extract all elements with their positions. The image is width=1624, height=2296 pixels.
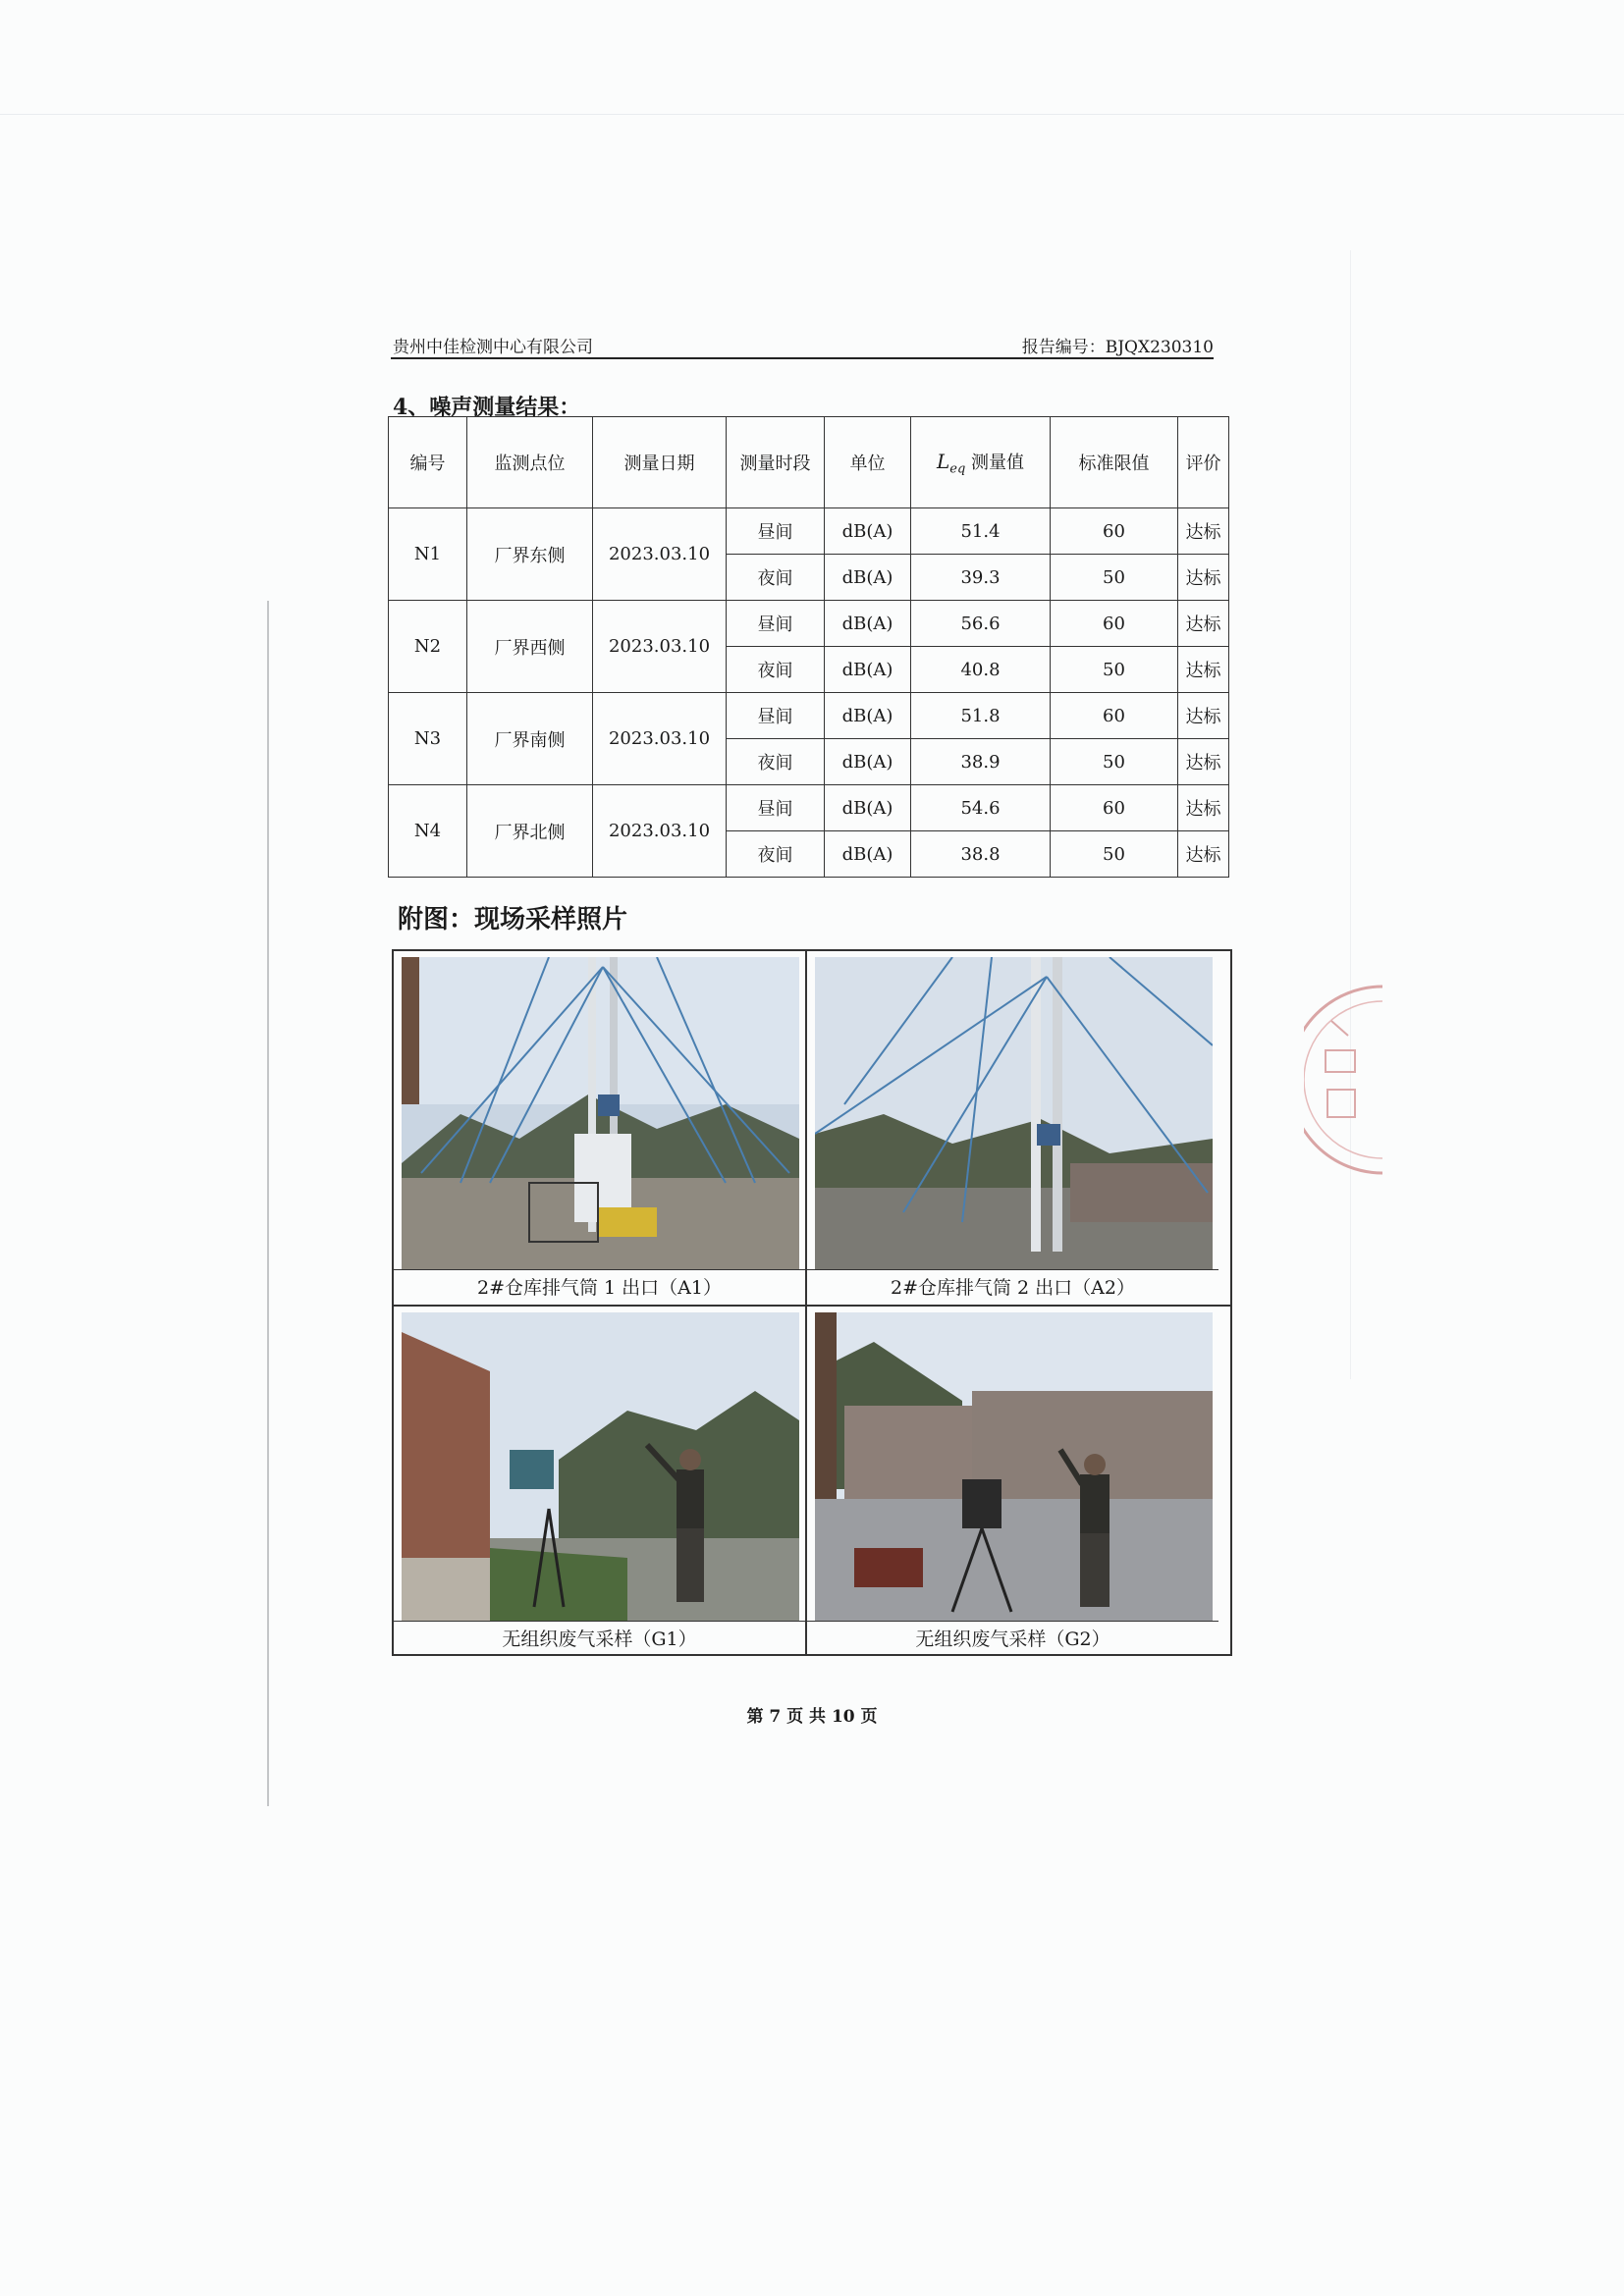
col-header-date: 测量日期 bbox=[593, 417, 727, 508]
measure-date: 2023.03.10 bbox=[593, 785, 727, 878]
eval-cell: 达标 bbox=[1178, 601, 1229, 647]
grid-divider-vertical bbox=[805, 951, 807, 1654]
limit-value: 50 bbox=[1051, 739, 1178, 785]
point-location: 厂界西侧 bbox=[467, 601, 593, 693]
eval-cell: 达标 bbox=[1178, 647, 1229, 693]
leq-value: 51.4 bbox=[911, 508, 1051, 555]
page-number: 第 7 页 共 10 页 bbox=[746, 1707, 878, 1727]
photo-cell-g2 bbox=[807, 1307, 1218, 1656]
photo-cell-a1 bbox=[394, 951, 805, 1305]
table-header-row bbox=[389, 417, 1229, 508]
exhaust-stack-photo-a1 bbox=[402, 957, 799, 1269]
period-cell: 昼间 bbox=[727, 508, 825, 555]
point-location: 厂界南侧 bbox=[467, 693, 593, 785]
leq-value: 39.3 bbox=[911, 555, 1051, 601]
unit-cell: dB(A) bbox=[825, 647, 911, 693]
limit-value: 60 bbox=[1051, 508, 1178, 555]
figure-title: 附图：现场采样照片 bbox=[398, 905, 628, 934]
unit-cell: dB(A) bbox=[825, 739, 911, 785]
col-header-eval: 评价 bbox=[1178, 417, 1229, 508]
limit-value: 60 bbox=[1051, 601, 1178, 647]
photo-grid bbox=[392, 949, 1232, 1656]
exhaust-stack-photo-a2 bbox=[815, 957, 1213, 1269]
eval-cell: 达标 bbox=[1178, 693, 1229, 739]
unit-cell: dB(A) bbox=[825, 508, 911, 555]
photo-cell-g1 bbox=[394, 1307, 805, 1656]
leq-label: 测量值 bbox=[971, 452, 1025, 473]
period-cell: 夜间 bbox=[727, 647, 825, 693]
measure-date: 2023.03.10 bbox=[593, 693, 727, 785]
photo-caption-g2: 无组织废气采样（G2） bbox=[807, 1621, 1218, 1657]
noise-results-table bbox=[388, 416, 1229, 878]
leq-symbol: L bbox=[936, 449, 950, 473]
period-cell: 夜间 bbox=[727, 739, 825, 785]
page-header bbox=[393, 331, 1214, 356]
period-cell: 夜间 bbox=[727, 831, 825, 878]
col-header-leq bbox=[911, 417, 1051, 508]
company-seal-icon bbox=[1304, 982, 1382, 1178]
leq-value: 51.8 bbox=[911, 693, 1051, 739]
point-id: N4 bbox=[389, 785, 467, 878]
photo-cell-a2 bbox=[807, 951, 1218, 1305]
table-row bbox=[389, 601, 1229, 647]
leq-value: 54.6 bbox=[911, 785, 1051, 831]
scan-edge-right bbox=[1350, 250, 1351, 1379]
col-header-unit: 单位 bbox=[825, 417, 911, 508]
eval-cell: 达标 bbox=[1178, 831, 1229, 878]
eval-cell: 达标 bbox=[1178, 785, 1229, 831]
period-cell: 夜间 bbox=[727, 555, 825, 601]
grid-divider-horizontal bbox=[394, 1305, 1230, 1307]
field-sampling-photo-g1 bbox=[402, 1312, 799, 1621]
limit-value: 60 bbox=[1051, 693, 1178, 739]
unit-cell: dB(A) bbox=[825, 693, 911, 739]
photo-caption-g1: 无组织废气采样（G1） bbox=[394, 1621, 805, 1657]
point-location: 厂界北侧 bbox=[467, 785, 593, 878]
col-header-limit: 标准限值 bbox=[1051, 417, 1178, 508]
leq-value: 56.6 bbox=[911, 601, 1051, 647]
limit-value: 50 bbox=[1051, 831, 1178, 878]
eval-cell: 达标 bbox=[1178, 555, 1229, 601]
col-header-id: 编号 bbox=[389, 417, 467, 508]
scan-edge-left bbox=[267, 601, 269, 1806]
point-location: 厂界东侧 bbox=[467, 508, 593, 601]
leq-value: 38.8 bbox=[911, 831, 1051, 878]
unit-cell: dB(A) bbox=[825, 785, 911, 831]
leq-value: 38.9 bbox=[911, 739, 1051, 785]
table-row bbox=[389, 693, 1229, 739]
unit-cell: dB(A) bbox=[825, 601, 911, 647]
leq-subscript: eq bbox=[949, 461, 966, 477]
header-rule bbox=[391, 357, 1214, 359]
eval-cell: 达标 bbox=[1178, 508, 1229, 555]
table-row bbox=[389, 785, 1229, 831]
limit-value: 50 bbox=[1051, 647, 1178, 693]
photo-caption-a2: 2#仓库排气筒 2 出口（A2） bbox=[807, 1269, 1218, 1306]
point-id: N1 bbox=[389, 508, 467, 601]
point-id: N2 bbox=[389, 601, 467, 693]
measure-date: 2023.03.10 bbox=[593, 601, 727, 693]
eval-cell: 达标 bbox=[1178, 739, 1229, 785]
report-number: 报告编号：BJQX230310 bbox=[1021, 338, 1214, 357]
col-header-period: 测量时段 bbox=[727, 417, 825, 508]
point-id: N3 bbox=[389, 693, 467, 785]
scan-edge-top bbox=[0, 114, 1624, 115]
company-name: 贵州中佳检测中心有限公司 bbox=[393, 338, 593, 357]
period-cell: 昼间 bbox=[727, 693, 825, 739]
period-cell: 昼间 bbox=[727, 785, 825, 831]
table-row bbox=[389, 508, 1229, 555]
col-header-location: 监测点位 bbox=[467, 417, 593, 508]
period-cell: 昼间 bbox=[727, 601, 825, 647]
limit-value: 50 bbox=[1051, 555, 1178, 601]
photo-caption-a1: 2#仓库排气筒 1 出口（A1） bbox=[394, 1269, 805, 1306]
section-title: 4、噪声测量结果： bbox=[393, 395, 581, 420]
unit-cell: dB(A) bbox=[825, 831, 911, 878]
measure-date: 2023.03.10 bbox=[593, 508, 727, 601]
limit-value: 60 bbox=[1051, 785, 1178, 831]
unit-cell: dB(A) bbox=[825, 555, 911, 601]
field-sampling-photo-g2 bbox=[815, 1312, 1213, 1621]
leq-value: 40.8 bbox=[911, 647, 1051, 693]
